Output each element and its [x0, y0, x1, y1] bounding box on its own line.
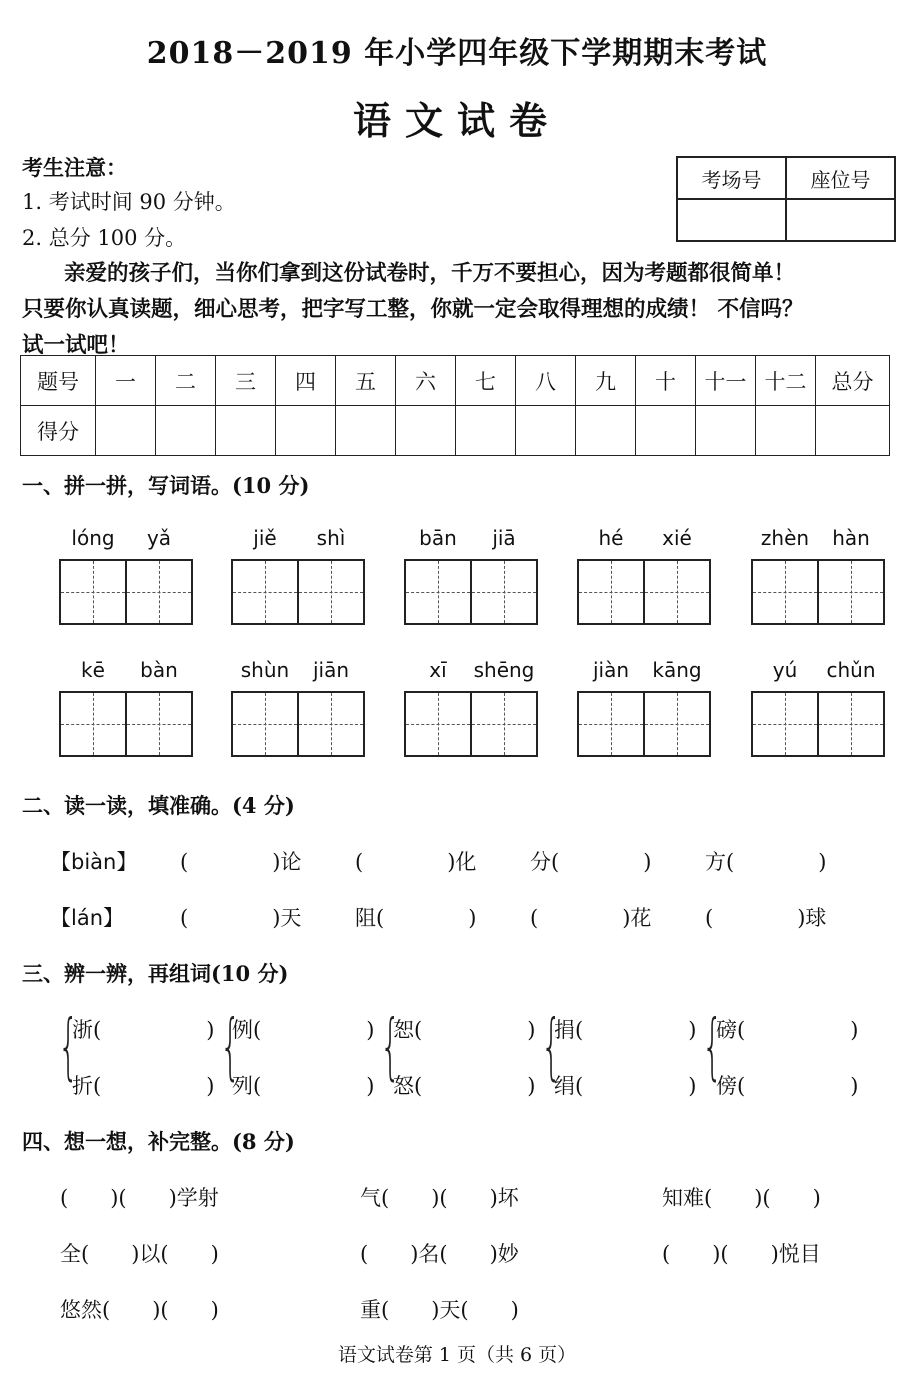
score-cell[interactable] [696, 406, 756, 456]
idiom-blank[interactable]: ( )( )悦目 [662, 1242, 821, 1266]
word-pair-top[interactable]: 捐( ) [554, 1018, 697, 1042]
seat-table-exam-room-label: 考场号 [677, 157, 786, 199]
pinyin: shì [316, 526, 346, 550]
fill-blank[interactable]: 阻( ) [355, 906, 477, 930]
fill-blank[interactable]: ( )论 [180, 850, 302, 874]
pinyin: bān [419, 526, 457, 550]
score-cell[interactable] [456, 406, 516, 456]
section4-heading: 四、想一想，补完整。(8 分) [22, 1129, 295, 1154]
pinyin: xī [429, 658, 447, 682]
score-table-score-label: 得分 [21, 406, 96, 456]
pinyin: jiàn [592, 658, 630, 682]
pinyin: jiě [253, 526, 277, 550]
score-header-cell: 九 [576, 356, 636, 406]
idiom-blank[interactable]: 气( )( )坏 [360, 1186, 519, 1210]
score-cell[interactable] [156, 406, 216, 456]
score-header-cell: 四 [276, 356, 336, 406]
writing-grid[interactable] [59, 691, 193, 757]
score-cell[interactable] [396, 406, 456, 456]
word-pair-top[interactable]: 磅( ) [716, 1018, 859, 1042]
intro-line-3: 试一试吧！ [22, 333, 130, 358]
fill-blank[interactable]: ( )花 [530, 906, 652, 930]
score-header-cell: 十 [636, 356, 696, 406]
pinyin: hàn [832, 526, 870, 550]
pinyin: shùn [240, 658, 290, 682]
word-pair-bottom[interactable]: 列( ) [232, 1074, 375, 1098]
seat-number-field[interactable] [786, 199, 895, 241]
score-header-cell: 十一 [696, 356, 756, 406]
writing-grid[interactable] [577, 559, 711, 625]
pinyin-pair [751, 658, 885, 682]
pinyin-pair [404, 526, 538, 550]
pinyin: shēng [473, 658, 535, 682]
pinyin-pair [404, 658, 538, 682]
writing-grid[interactable] [577, 691, 711, 757]
score-header-cell: 二 [156, 356, 216, 406]
pinyin: bàn [140, 658, 178, 682]
pinyin: chǔn [826, 658, 876, 682]
pinyin: lóng [71, 526, 115, 550]
pinyin: hé [598, 526, 624, 550]
fill-blank[interactable]: ( )化 [355, 850, 477, 874]
pinyin-pair [59, 526, 193, 550]
pinyin: yǎ [146, 526, 172, 550]
score-table [20, 355, 890, 456]
fill-blank[interactable]: ( )天 [180, 906, 302, 930]
pinyin-pair [231, 658, 365, 682]
score-header-cell: 六 [396, 356, 456, 406]
pinyin-pair [59, 658, 193, 682]
idiom-blank[interactable]: 全( )以( ) [60, 1242, 219, 1266]
word-pair-top[interactable]: 浙( ) [72, 1018, 215, 1042]
exam-title: 2018－2019 年小学四年级下学期期末考试 [146, 36, 768, 71]
exam-room-field[interactable] [677, 199, 786, 241]
score-header-cell: 三 [216, 356, 276, 406]
pinyin-pair [577, 658, 711, 682]
page-footer: 语文试卷第 1 页（共 6 页） [337, 1344, 577, 1366]
score-header-cell: 十二 [756, 356, 816, 406]
idiom-blank[interactable]: 知难( )( ) [662, 1186, 821, 1210]
notice-item-1: 1. 考试时间 90 分钟。 [22, 190, 236, 214]
section2-tag-bian: 【biàn】 [50, 850, 138, 874]
fill-blank[interactable]: 方( ) [705, 850, 827, 874]
exam-subtitle: 语文试卷 [352, 98, 561, 143]
fill-blank[interactable]: ( )球 [705, 906, 827, 930]
writing-grid[interactable] [751, 559, 885, 625]
notice-heading: 考生注意： [22, 155, 127, 180]
score-header-cell: 总分 [816, 356, 890, 406]
pinyin: kāng [652, 658, 702, 682]
pinyin-pair [577, 526, 711, 550]
writing-grid[interactable] [751, 691, 885, 757]
idiom-blank[interactable]: 重( )天( ) [360, 1298, 519, 1322]
intro-line-1: 亲爱的孩子们，当你们拿到这份试卷时，千万不要担心，因为考题都很简单！ [64, 261, 796, 286]
idiom-blank[interactable]: ( )名( )妙 [360, 1242, 519, 1266]
score-cell[interactable] [336, 406, 396, 456]
word-pair-bottom[interactable]: 绢( ) [554, 1074, 697, 1098]
score-cell[interactable] [216, 406, 276, 456]
word-pair-top[interactable]: 恕( ) [393, 1018, 536, 1042]
seat-table-seat-label: 座位号 [786, 157, 895, 199]
score-header-cell: 七 [456, 356, 516, 406]
pinyin: jiā [492, 526, 516, 550]
score-cell[interactable] [636, 406, 696, 456]
score-cell[interactable] [756, 406, 816, 456]
score-cell[interactable] [816, 406, 890, 456]
score-cell[interactable] [96, 406, 156, 456]
intro-line-2: 只要你认真读题，细心思考，把字写工整，你就一定会取得理想的成绩！ 不信吗？ [22, 297, 804, 322]
pinyin: yú [772, 658, 798, 682]
pinyin-pair [751, 526, 885, 550]
section3-heading: 三、辨一辨，再组词(10 分) [22, 961, 289, 986]
score-cell[interactable] [276, 406, 336, 456]
notice-item-2: 2. 总分 100 分。 [22, 226, 187, 250]
writing-grid[interactable] [404, 691, 538, 757]
idiom-blank[interactable]: ( )( )学射 [60, 1186, 219, 1210]
brace-icon: { [220, 1004, 241, 1088]
brace-icon: { [380, 1004, 401, 1088]
score-cell[interactable] [516, 406, 576, 456]
score-header-cell: 一 [96, 356, 156, 406]
word-pair-top[interactable]: 例( ) [232, 1018, 375, 1042]
seat-table [676, 156, 896, 242]
pinyin: zhèn [760, 526, 810, 550]
section2-heading: 二、读一读，填准确。(4 分) [22, 793, 295, 818]
brace-icon: { [58, 1004, 79, 1088]
section1-heading: 一、拼一拼，写词语。(10 分) [22, 473, 310, 498]
score-cell[interactable] [576, 406, 636, 456]
score-table-question-label: 题号 [21, 356, 96, 406]
word-pair-bottom[interactable]: 傍( ) [716, 1074, 859, 1098]
writing-grid[interactable] [231, 559, 365, 625]
idiom-blank[interactable]: 悠然( )( ) [60, 1298, 219, 1322]
score-header-cell: 五 [336, 356, 396, 406]
writing-grid[interactable] [231, 691, 365, 757]
pinyin: jiān [312, 658, 350, 682]
score-header-cell: 八 [516, 356, 576, 406]
pinyin-pair [231, 526, 365, 550]
word-pair-bottom[interactable]: 怒( ) [393, 1074, 536, 1098]
fill-blank[interactable]: 分( ) [530, 850, 652, 874]
pinyin: kē [81, 658, 105, 682]
brace-icon: { [541, 1004, 562, 1088]
pinyin: xié [662, 526, 692, 550]
writing-grid[interactable] [404, 559, 538, 625]
section2-tag-lan: 【lán】 [50, 906, 125, 930]
word-pair-bottom[interactable]: 折( ) [72, 1074, 215, 1098]
writing-grid[interactable] [59, 559, 193, 625]
brace-icon: { [702, 1004, 723, 1088]
